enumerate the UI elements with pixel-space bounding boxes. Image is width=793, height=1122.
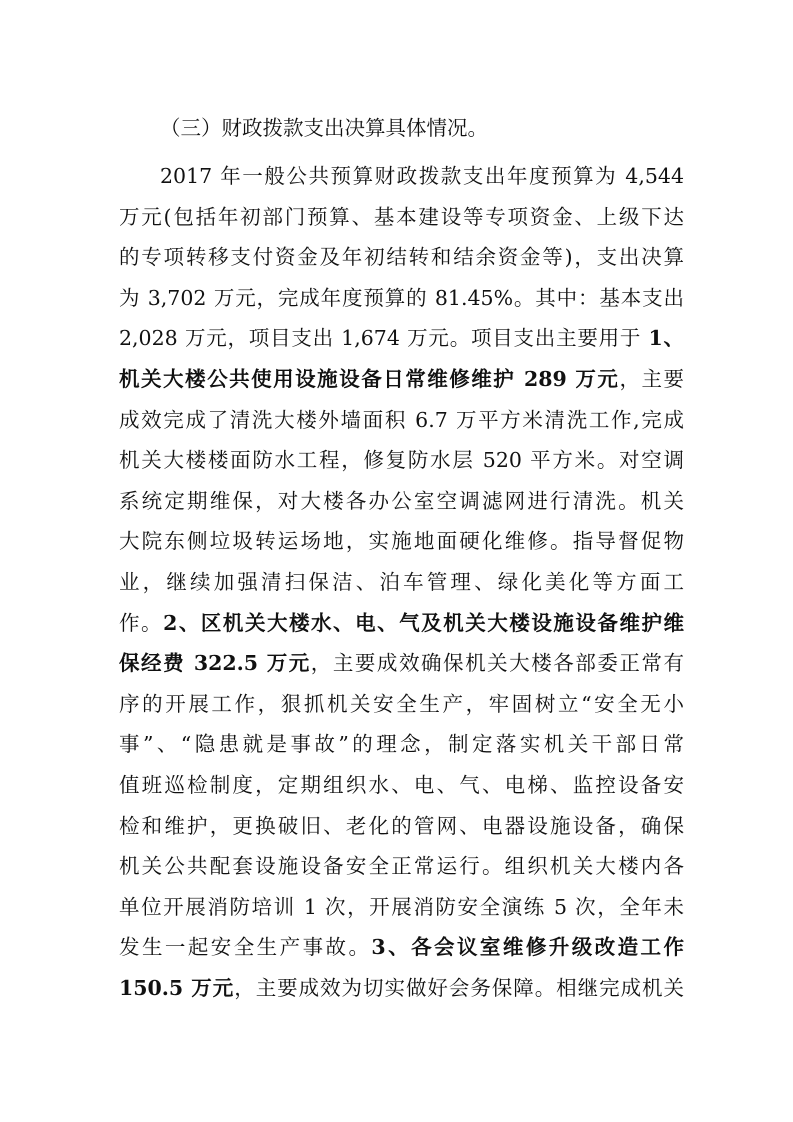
body-text: 大院东侧垃圾转运场地，实施地面硬化维修。指导督促物 (119, 529, 684, 554)
body-line (119, 525, 684, 557)
body-text: 2017 年一般公共预算财政拨款支出年度预算为 4,544 (160, 164, 684, 188)
body-text: 事”、“隐患就是事故”的理念，制定落实机关干部日常 (119, 732, 684, 757)
body-text: 系统定期维保，对大楼各办公室空调滤网进行清洗。机关 (119, 488, 684, 513)
emphasized-text: 机关大楼公共使用设施设备日常维修维护 289 万元 (119, 367, 620, 391)
body-line (119, 850, 684, 882)
body-line (119, 566, 684, 598)
emphasized-text: 3、各会议室维修升级改造工作 (371, 935, 684, 960)
body-line (119, 810, 684, 842)
body-text: 成效完成了清洗大楼外墙面积 6.7 万平方米清洗工作,完成 (119, 407, 684, 432)
body-text: 的专项转移支付资金及年初结转和结余资金等)，支出决算 (119, 245, 684, 270)
emphasized-text: 保经费 322.5 万元 (119, 651, 311, 676)
section-heading: （三）财政拨款支出决算具体情况。 (160, 116, 488, 140)
body-text: 作。 (119, 610, 164, 635)
body-text: 序的开展工作，狠抓机关安全生产，牢固树立“安全无小 (119, 691, 684, 716)
body-line (119, 972, 684, 1004)
body-line (119, 322, 684, 354)
body-line (119, 607, 684, 639)
body-text: 机关公共配套设施设备安全正常运行。组织机关大楼内各 (119, 854, 684, 879)
body-line (119, 363, 684, 395)
body-text: 发生一起安全生产事故。 (119, 935, 372, 960)
body-line (119, 769, 684, 801)
body-line (119, 931, 684, 963)
body-line (119, 647, 684, 679)
body-text: 2,028 万元，项目支出 1,674 万元。项目支出主要用于 (119, 326, 649, 351)
body-line (119, 688, 684, 720)
body-text: 业，继续加强清扫保洁、泊车管理、绿化美化等方面工 (119, 570, 684, 594)
body-line (160, 160, 684, 192)
body-line (119, 282, 684, 314)
body-text: 单位开展消防培训 1 次，开展消防安全演练 5 次，全年未 (119, 894, 684, 919)
emphasized-text: 1、 (648, 326, 684, 351)
body-line (119, 404, 684, 436)
emphasized-text: 150.5 万元 (119, 976, 235, 1000)
body-text: 值班巡检制度，定期组织水、电、气、电梯、监控设备安 (119, 773, 684, 797)
body-line (119, 728, 684, 760)
body-text: ，主要成效为切实做好会务保障。相继完成机关 (234, 976, 684, 1000)
body-text: ，主要 (619, 367, 684, 391)
body-line (119, 891, 684, 923)
body-line (119, 485, 684, 517)
body-text: 为 3,702 万元，完成年度预算的 81.45%。其中：基本支出 (119, 285, 684, 310)
emphasized-text: 2、区机关大楼水、电、气及机关大楼设施设备维护维 (163, 610, 684, 635)
body-line (119, 444, 684, 476)
body-text: ，主要成效确保机关大楼各部委正常有 (310, 651, 684, 676)
body-line (119, 241, 684, 273)
body-text: 万元(包括年初部门预算、基本建设等专项资金、上级下达 (119, 204, 684, 229)
body-text: 机关大楼楼面防水工程，修复防水层 520 平方米。对空调 (119, 448, 684, 473)
body-line (119, 201, 684, 233)
body-text: 检和维护，更换破旧、老化的管网、电器设施设备，确保 (119, 813, 684, 838)
